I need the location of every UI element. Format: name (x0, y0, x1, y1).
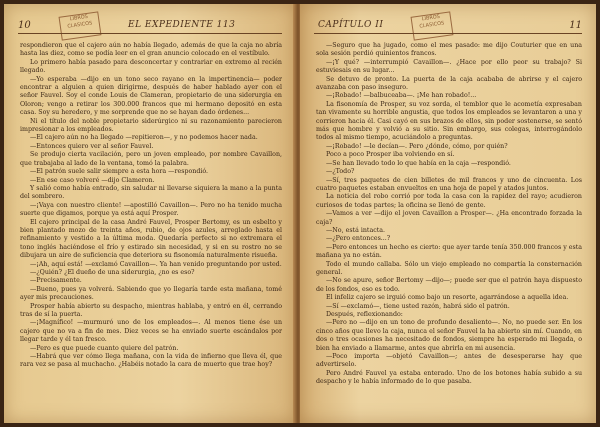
paragraph: —Seguro que ha jugado, como el mes pasado: me dijo Couturier que en una sola sesión perdió quinientos francos. (316, 42, 582, 58)
paragraph: Prosper había abierto su despacho, mientras hablaba, y entró en él, cerrando tras de sí la puerta. (20, 302, 282, 318)
paragraph: —¡Vaya con nuestro cliente! —apostilló Cavaillon—. Pero no ha tenido mucha suerte que digamos, porque ya está aquí Prosper. (20, 201, 282, 218)
paragraph: Lo primero había pasado para desconcertar y contrariar en extremo al recién llegado. (20, 58, 282, 75)
paragraph: —Sí, tres paquetes de cien billetes de mil francos y uno de cincuenta. Los cuatro paquetes estaban envueltos en una hoja de papel y atados juntos. (316, 176, 582, 192)
paragraph: —El cajero aún no ha llegado —repitieron—, y no podemos hacer nada. (30, 134, 258, 142)
paragraph: —No, está intacta. (326, 226, 386, 234)
page-body (20, 42, 282, 417)
running-head: EL EXPEDIENTE 113 (128, 20, 236, 30)
paragraph: —Sí —exclamó—, tiene usted razón, habrá sido el patrón. (326, 302, 510, 310)
paragraph: —Precisamente. (30, 277, 82, 285)
paragraph: Poco a poco Prosper iba volviendo en sí. (326, 151, 455, 159)
paragraph: Todo el mundo callaba. Sólo un viejo empleado no compartía la consternación general. (316, 260, 582, 276)
paragraph: El cajero principal de la casa André Fauvel, Prosper Bertomy, es un esbelto y bien plantado mozo de treinta años, rubio, de ojos azules, arreglado hasta el refinamiento y vestido a la última moda. Quedaría perfecto si no extremara el tono inglés haciéndose el frío y estirado sin necesidad, y si en su rostro no se dibujara un aire de suficiencia que deteriora su fisonomía naturalmente risueña. (20, 218, 282, 260)
paragraph: —¡Magnífico! —murmuró uno de los empleados—. Al menos tiene ése un cajero que no va a fin de mes. Diez veces se ha enviado suerte escándalos por llegar tarde y él tan fresco. (20, 319, 282, 344)
page-number: 10 (18, 20, 31, 31)
header-rule (18, 33, 282, 34)
page-number: 11 (569, 20, 582, 31)
library-stamp: LIBROS CLASICOS (59, 11, 102, 40)
running-head: CAPÍTULO II (318, 20, 384, 30)
paragraph: Y salió como había entrado, sin saludar ni llevarse siquiera la mano a la punta del sombrero. (20, 184, 282, 201)
paragraph: —No se apure, señor Bertomy —dijo—; puede ser que el patrón haya dispuesto de los fondos, eso es todo. (316, 277, 582, 293)
paragraph: —Yo esperaba —dijo en un tono seco rayano en la impertinencia— poder encontrar a alguien a quien dirigirme, después de haber hablado ayer con el señor Fauvel. Soy el conde Louis de Clameran, propietario de una siderurgia en Oloron; vengo a retirar los 300.000 francos que mi hermano depositó en esta casa. Soy su heredero, y me sorprende que no se hayan dado órdenes... (20, 75, 282, 117)
paragraph: —Pero entonces un hecho es cierto: que ayer tarde tenía 350.000 francos y esta mañana ya no están. (316, 243, 582, 260)
paragraph: El infeliz cajero se irguió como bajo un resorte, agarrándose a aquella idea. (326, 294, 569, 302)
header-rule (314, 33, 582, 34)
left-page-header (18, 14, 282, 36)
library-stamp: LIBROS CLASICOS (411, 11, 454, 40)
paragraph: —Vamos a ver —dijo el joven Cavaillon a Prosper—. ¿Ha encontrado forzada la caja? (316, 210, 582, 226)
paragraph: —En ese caso volveré —dijo Clameron. (30, 176, 155, 184)
paragraph: —¿Quién? ¿El dueño de una siderurgia, ¿no es eso? (30, 268, 195, 276)
paragraph: Se detuvo de pronto. La puerta de la caja acababa de abrirse y el cajero avanzaba con paso inseguro. (316, 75, 582, 92)
right-page-header (314, 14, 582, 36)
paragraph: —Se han llevado todo lo que había en la caja —respondió. (326, 159, 511, 167)
paragraph: La fisonomía de Prosper, su voz sorda, el temblor que le acometía expresaban tan vivamente su horrible angustia, que todos los empleados se levantaron a una y corrieron hacia él. Casi cayó en sus brazos de ellos, sin poder sostenerse, se sentó más que hombre y volvió a su sitio. Sin embargo, sus colegas, interrogándolo todos al mismo tiempo, acuciándolo a preguntas. (316, 100, 582, 142)
paragraph: —Bueno, pues ya volverá. Sabiendo que yo llegaría tarde esta mañana, tomé ayer mis precauciones. (20, 285, 282, 302)
paragraph: Ni el título del noble propietario siderúrgico ni su razonamiento parecieron impresionar a los empleados. (20, 117, 282, 134)
paragraph: —El patrón suele salir siempre a esta hora —respondió. (30, 168, 209, 176)
page-body (316, 42, 582, 417)
paragraph: Se produjo cierta vacilación, pero un joven empleado, por nombre Cavaillon, que trabajaba al lado de la ventana, tomó la palabra. (20, 151, 282, 167)
paragraph: —Pero no —dijo en un tono de profundo desaliento—. No, no puede ser. En los cinco años que llevo la caja, nunca el señor Fauvel la ha abierto sin mí. Cuando, en dos o tres ocasiones ha necesitado de fondos, siempre ha esperado mi llegada, o bien ha enviado a llamarme, antes que abrirla en mi ausencia. (316, 319, 582, 352)
paragraph: —Poco importa —objetó Cavaillon—; antes de desesperarse hay que advertirselo. (316, 353, 582, 369)
paragraph: Después, reflexionando: (326, 311, 403, 318)
paragraph: —Habrá que ver cómo llega mañana, con la vida de infierno que lleva él, que rara vez se pasa al muchacho. ¿Habéis notado la cara de muerto que trae hoy? (20, 353, 282, 369)
paragraph: La noticia del robo corrió por toda la casa con la rapidez del rayo; acudieron curiosos de todas partes; la oficina se llenó de gente. (316, 193, 582, 209)
paragraph: —¡Ah, aquí está! —exclamó Cavaillon—. Ya han venido preguntando por usted. (30, 260, 282, 268)
paragraph: —¿Pero entonces...? (326, 235, 391, 243)
paragraph: Pero André Fauvel ya estaba enterado. Uno de los botones había subido a su despacho y le había informado de lo que pasaba. (316, 369, 582, 386)
left-page (4, 4, 296, 423)
paragraph: —¡Robado! —le decían—. Pero ¿dónde, cómo, por quién? (326, 142, 508, 150)
paragraph: —Pero es que puede cuanto quiere del patrón. (30, 344, 179, 352)
paragraph: —¿Todo? (326, 168, 355, 176)
paragraph: —¡Robado! —balbuceaba—. ¡Me han robado!... (326, 92, 477, 100)
paragraph: —¡Y qué? —interrumpió Cavaillon—. ¿Hace por ello peor su trabajo? Si estuviesais en su lugar... (316, 58, 582, 75)
paragraph: —Entonces quiero ver al señor Fauvel. (30, 142, 154, 150)
right-page (300, 4, 596, 423)
paragraph: respondieron que el cajero aún no había llegado, además de que la caja no abría hasta las diez, como se podía leer en el gran anuncio colocado en el vestíbulo. (20, 42, 282, 58)
